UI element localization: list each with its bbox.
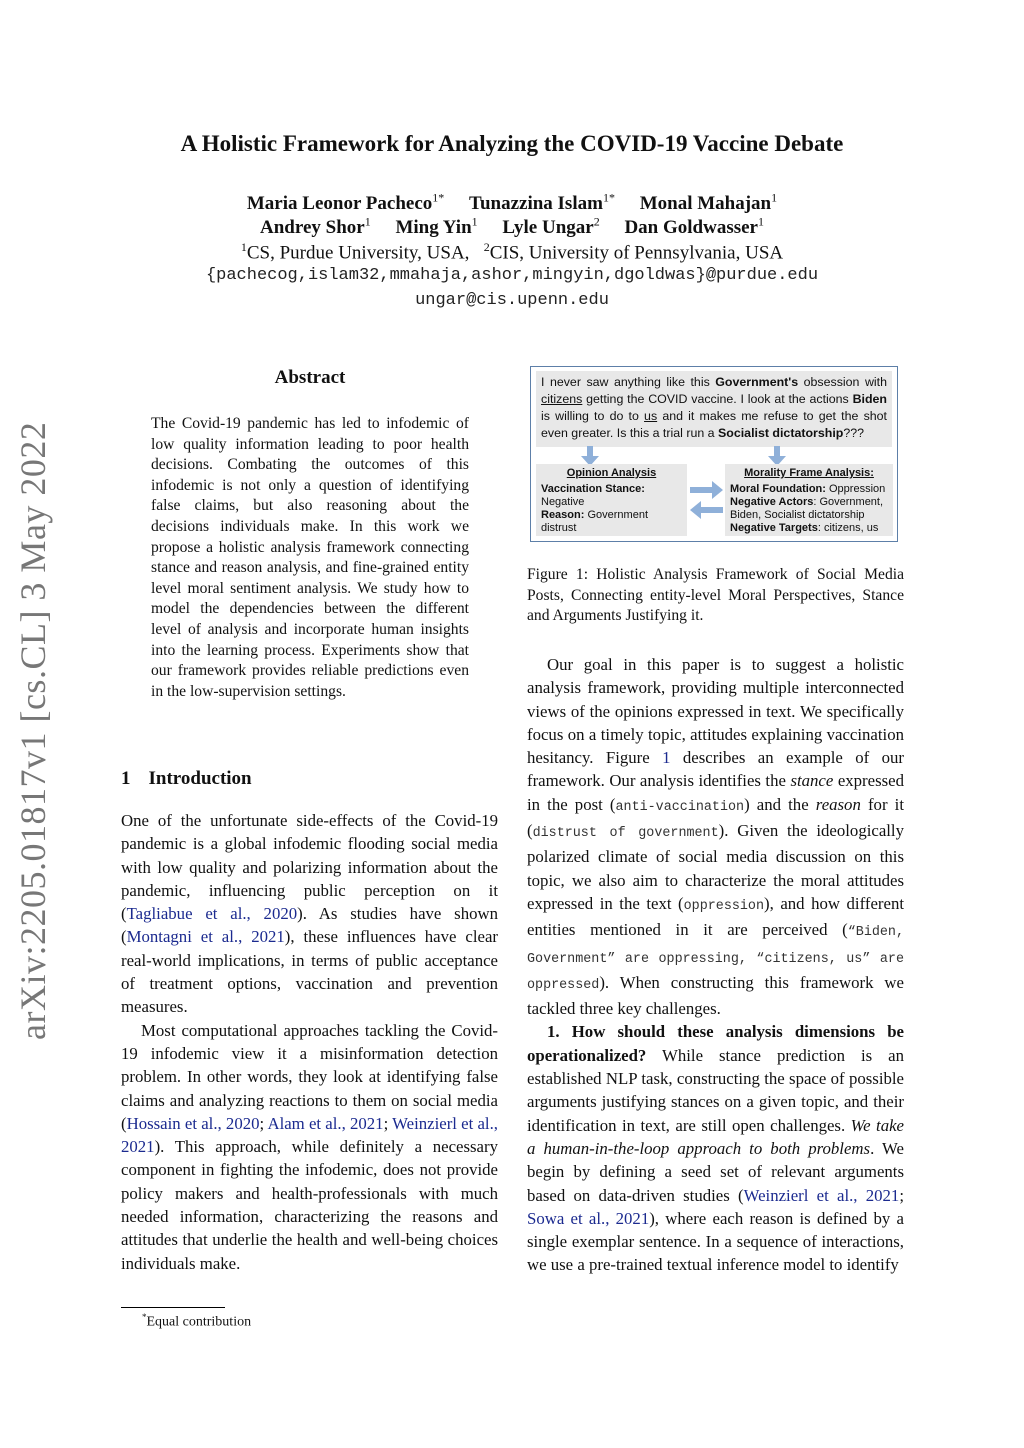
right-arrow-icon: [690, 481, 723, 499]
author: Ming Yin$^1$: [395, 215, 478, 239]
left-arrow-icon: [690, 501, 723, 519]
author: Monal Mahajan$^1$: [639, 191, 778, 215]
morality-frame-panel: Morality Frame Analysis: Moral Foundation: Oppression Negative Actors: Government, Biden, Socialist dictatorship Negative Targets: citizens, us: [725, 464, 893, 536]
author-line-2: [0, 215, 1024, 239]
intro-body: [121, 809, 498, 1275]
abstract-text: The Covid-19 pandemic has led to infodemic of low quality information leading to poor health decisions. Combating the outcomes of this infodemic is not only a question of identifying false claims, but also reasoning about the decisions individuals make. In this work we propose a holistic analysis framework connecting stance and reason analysis, and fine-grained entity level moral sentiment analysis. We study how to model the dependencies between the different level of analysis and incorporate human insights into the learning process. Experiments show that our framework provides reliable predictions even in the low-supervision settings.: [151, 415, 469, 700]
opinion-analysis-panel: Opinion Analysis Vaccination Stance: Negative Reason: Government distrust: [536, 464, 687, 536]
section-heading-introduction: 1 Introduction: [121, 768, 252, 789]
citation-link[interactable]: Hossain et al., 2020: [126, 1113, 260, 1133]
author: Lyle Ungar$^2$: [502, 215, 600, 239]
figure-tweet-text: I never saw anything like this Government's obsession with citizens getting the COVID vaccine. I look at the actions Biden is willing to do to us and it makes me refuse to get the shot even greater. Is this a trial run a Socialist dictatorship???: [536, 371, 892, 447]
intro-paragraph-1: One of the unfortunate side-effects of the Covid-19 pandemic is a global infodemic flooding social media with low quality and polarizing information about the pandemic, influencing public perception on it (Tagliabue et al., 2020). As studies have shown (Montagni et al., 2021), these influences have clear real-world implications, in terms of public acceptance of treatment options, vaccination and prevention measures.: [121, 811, 498, 1017]
author: Andrey Shor$^1$: [260, 215, 371, 239]
right-paragraph-2: 1. How should these analysis dimensions be operationalized? While stance prediction is an established NLP task, constructing the space of possible arguments justifying stances on a given topic, and their identification in text, are still open challenges. We take a human-in-the-loop approach to both problems. We begin by defining a seed set of relevant arguments based on data-driven studies (Weinzierl et al., 2021; Sowa et al., 2021), where each reason is defined by a single exemplar sentence. In a sequence of interactions, we use a pre-trained textual inference model to identify: [527, 1022, 904, 1275]
footnote-rule: [121, 1307, 225, 1308]
down-arrow-icon: [768, 446, 786, 466]
footnote: *Equal contribution: [142, 1312, 252, 1330]
author: Maria Leonor Pacheco$^{1*}$: [246, 191, 445, 215]
figure-1-caption: Figure 1: Holistic Analysis Framework of Social Media Posts, Connecting entity-level Moral Perspectives, Stance and Arguments Justifying it.: [527, 566, 904, 625]
abstract-heading: Abstract: [274, 367, 346, 388]
citation-link[interactable]: Weinzierl et al., 2021: [121, 1113, 498, 1157]
paper-title: A Holistic Framework for Analyzing the COVID-19 Vaccine Debate: [180, 131, 844, 156]
citation-link[interactable]: Alam et al., 2021: [267, 1113, 384, 1133]
opinion-panel-heading: Opinion Analysis: [566, 467, 657, 479]
affiliations: $^1$CS, Purdue University, USA, $^2$CIS, University of Pennsylvania, USA: [240, 240, 784, 264]
right-column-body: [527, 653, 904, 1277]
email-line-1: {pachecog,islam32,mmahaja,ashor,mingyin,dgoldwas}@purdue.edu: [205, 266, 819, 285]
intro-paragraph-2: Most computational approaches tackling the Covid-19 infodemic view it a misinformation detection problem. In other words, they look at identifying false claims and analyzing reactions to them on social media (Hossain et al., 2020; Alam et al., 2021; Weinzierl et al., 2021). This approach, while definitely a necessary component in fighting the infodemic, does not provide policy makers and health-professionals with much needed information, characterizing the reasons and attitudes that underlie the health and well-being choices individuals make.: [121, 1020, 498, 1273]
author: Tunazzina Islam$^{1*}$: [469, 191, 615, 215]
right-paragraph-1: Our goal in this paper is to suggest a holistic analysis framework, providing multiple interconnected views of the opinions expressed in text. We specifically focus on a timely topic, attitudes explaining vaccination hesitancy. Figure 1 describes an example of our framework. Our analysis identifies the stance expressed in the post (anti-vaccination) and the reason for it (distrust of government). Given the ideologically polarized climate of social media discussion on this topic, we also aim to characterize the moral attitudes expressed in the text (oppression), and how different entities mentioned in it are perceived (“Biden, Government” are oppressing, “citizens, us” are oppressed). When constructing this framework we tackled three key challenges.: [527, 655, 904, 1019]
citation-link[interactable]: Sowa et al., 2021: [527, 1208, 650, 1228]
arxiv-identifier: arXiv:2205.01817v1 [cs.CL] 3 May 2022: [13, 421, 53, 1040]
email-line-2: ungar@cis.upenn.edu: [415, 291, 609, 310]
author: Dan Goldwasser$^1$: [624, 215, 764, 239]
citation-link[interactable]: Tagliabue et al., 2020: [126, 904, 298, 924]
down-arrow-icon: [581, 446, 599, 466]
author-line-1: [0, 191, 1024, 215]
citation-link[interactable]: Montagni et al., 2021: [126, 927, 285, 947]
citation-link[interactable]: Weinzierl et al., 2021: [743, 1185, 900, 1205]
morality-panel-heading: Morality Frame Analysis:: [744, 467, 874, 479]
figure-ref-link[interactable]: 1: [662, 748, 671, 768]
